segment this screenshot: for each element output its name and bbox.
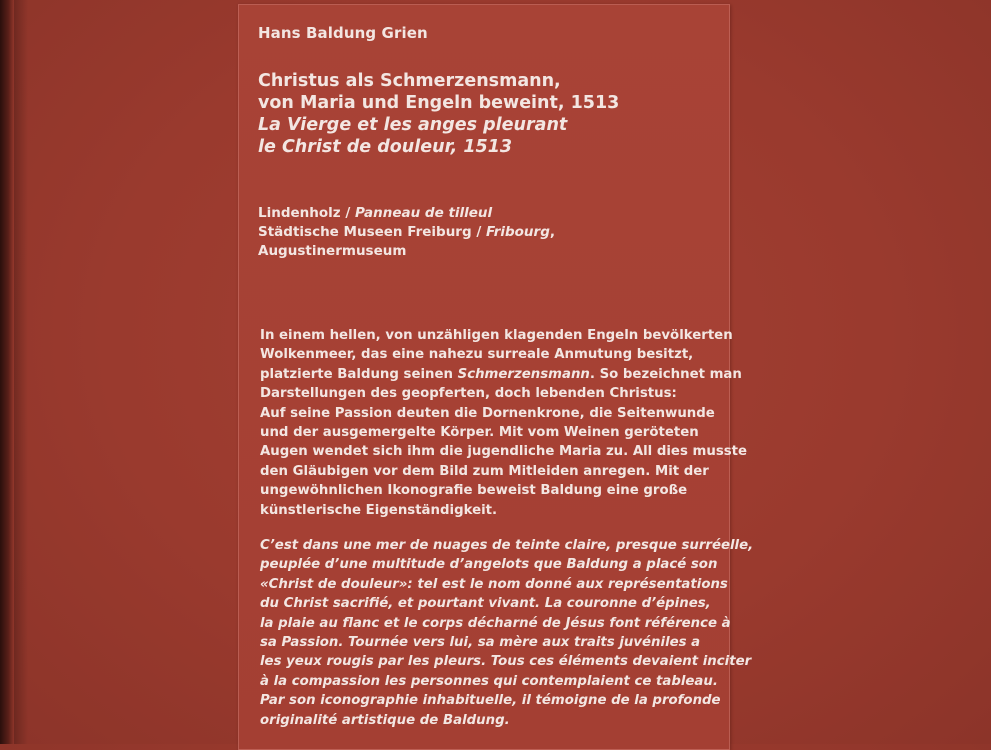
description-fr-line: originalité artistique de Baldung. xyxy=(260,712,510,728)
title-de-line-1: Christus als Schmerzensmann, xyxy=(258,71,561,91)
description-de-line: den Gläubigen vor dem Bild zum Mitleiden anregen. Mit der xyxy=(260,463,709,479)
description-french xyxy=(260,536,753,730)
description-fr-line: «Christ de douleur»: tel est le nom donné aux représentations xyxy=(260,576,728,592)
description-de-line: Darstellungen des geopferten, doch lebenden Christus: xyxy=(260,386,677,402)
description-fr-line: peuplée d’une multitude d’angelots que Baldung a placé son xyxy=(260,557,718,573)
description-fr-line: Par son iconographie inhabituelle, il témoigne de la profonde xyxy=(260,693,721,709)
collection-line xyxy=(258,223,555,242)
description-fr-line: à la compassion les personnes qui contemplaient ce tableau. xyxy=(260,673,718,689)
description-de-line: künstlerische Eigenständigkeit. xyxy=(260,502,498,518)
wall-edge-gradient xyxy=(14,0,28,744)
description-de-line: und der ausgemergelte Körper. Mit vom Weinen geröteten xyxy=(260,425,699,441)
description-fr-line: les yeux rougis par les pleurs. Tous ces éléments devaient inciter xyxy=(260,654,752,670)
description-de-line: Wolkenmeer, das eine nahezu surreale Anmutung besitzt, xyxy=(260,347,694,363)
description-fr-line: C’est dans une mer de nuages de teinte claire, presque surréelle, xyxy=(260,538,754,553)
artist-name: Hans Baldung Grien xyxy=(258,24,428,42)
collection-suffix: , xyxy=(549,224,556,240)
description-de-line: In einem hellen, von unzähligen klagenden Engeln bevölkerten xyxy=(260,328,733,343)
collection-de: Städtische Museen Freiburg / xyxy=(258,224,486,240)
title-fr-line-2: le Christ de douleur, 1513 xyxy=(258,137,513,157)
material-line xyxy=(258,204,555,223)
collection-fr: Fribourg xyxy=(485,224,550,240)
description-de-text: platzierte Baldung seinen xyxy=(260,366,458,382)
wall-edge-shadow xyxy=(0,0,14,744)
museum-name: Augustinermuseum xyxy=(258,243,407,259)
material-fr: Panneau de tilleul xyxy=(354,205,493,221)
description-fr-line: la plaie au flanc et le corps décharné de Jésus font référence à xyxy=(260,615,731,631)
description-de-line xyxy=(260,365,747,384)
description-de-emphasis: Schmerzensmann xyxy=(457,366,590,382)
description-de-line: Augen wendet sich ihm die jugendliche Maria zu. All dies musste xyxy=(260,444,748,460)
artwork-title xyxy=(258,70,619,158)
title-de-line-2: von Maria und Engeln beweint, 1513 xyxy=(258,93,620,113)
description-fr-line: sa Passion. Tournée vers lui, sa mère aux traits juvéniles a xyxy=(260,635,701,651)
description-de-line: Auf seine Passion deuten die Dornenkrone, die Seitenwunde xyxy=(260,405,715,421)
description-de-line: ungewöhnlichen Ikonografie beweist Baldung eine große xyxy=(260,483,688,499)
title-fr-line-1: La Vierge et les anges pleurant xyxy=(258,115,568,135)
material-de: Lindenholz / xyxy=(258,205,355,221)
description-de-text: . So bezeichnet man xyxy=(589,366,742,382)
description-german xyxy=(260,326,747,520)
artwork-metadata xyxy=(258,204,555,261)
description-fr-line: du Christ sacrifié, et pourtant vivant. La couronne d’épines, xyxy=(260,596,711,612)
